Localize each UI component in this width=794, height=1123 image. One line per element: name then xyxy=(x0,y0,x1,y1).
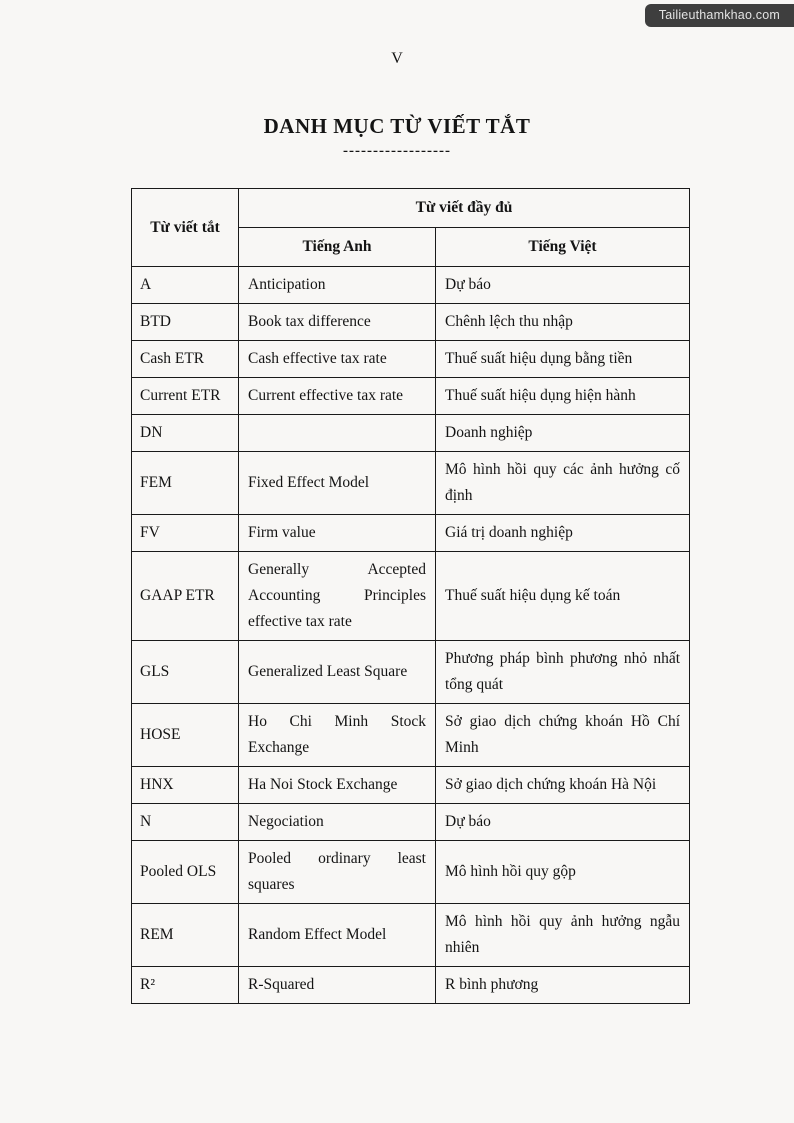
cell-abbr: R² xyxy=(132,967,239,1004)
cell-vi: Phương pháp bình phương nhỏ nhất tổng quát xyxy=(436,641,690,704)
cell-en: Random Effect Model xyxy=(239,904,436,967)
abbreviations-table xyxy=(131,188,690,1004)
cell-abbr: A xyxy=(132,267,239,304)
cell-vi: Doanh nghiệp xyxy=(436,415,690,452)
cell-abbr: Pooled OLS xyxy=(132,841,239,904)
cell-abbr: GAAP ETR xyxy=(132,552,239,641)
table-row xyxy=(132,452,690,515)
header-full-form: Từ viết đầy đủ xyxy=(239,189,690,228)
table-row xyxy=(132,804,690,841)
cell-vi: Chênh lệch thu nhập xyxy=(436,304,690,341)
cell-abbr: REM xyxy=(132,904,239,967)
cell-en: Ho Chi Minh Stock Exchange xyxy=(239,704,436,767)
page-title: DANH MỤC TỪ VIẾT TẮT xyxy=(263,114,531,138)
table-row xyxy=(132,641,690,704)
table-row xyxy=(132,967,690,1004)
cell-vi: Sở giao dịch chứng khoán Hồ Chí Minh xyxy=(436,704,690,767)
cell-en: Ha Noi Stock Exchange xyxy=(239,767,436,804)
cell-en: Generally Accepted Accounting Principles effective tax rate xyxy=(239,552,436,641)
header-vietnamese: Tiếng Việt xyxy=(436,228,690,267)
table-row xyxy=(132,515,690,552)
table-row xyxy=(132,267,690,304)
table-row xyxy=(132,378,690,415)
table-row xyxy=(132,415,690,452)
table-row xyxy=(132,704,690,767)
cell-vi: Dự báo xyxy=(436,804,690,841)
header-english: Tiếng Anh xyxy=(239,228,436,267)
cell-en: Pooled ordinary least squares xyxy=(239,841,436,904)
cell-vi: R bình phương xyxy=(436,967,690,1004)
cell-abbr: HOSE xyxy=(132,704,239,767)
cell-vi: Mô hình hồi quy các ảnh hưởng cố định xyxy=(436,452,690,515)
cell-abbr: DN xyxy=(132,415,239,452)
cell-en xyxy=(239,415,436,452)
cell-vi: Thuế suất hiệu dụng hiện hành xyxy=(436,378,690,415)
cell-abbr: BTD xyxy=(132,304,239,341)
cell-en: Book tax difference xyxy=(239,304,436,341)
cell-en: Current effective tax rate xyxy=(239,378,436,415)
cell-en: Cash effective tax rate xyxy=(239,341,436,378)
cell-en: R-Squared xyxy=(239,967,436,1004)
cell-vi: Sở giao dịch chứng khoán Hà Nội xyxy=(436,767,690,804)
cell-en: Firm value xyxy=(239,515,436,552)
cell-abbr: N xyxy=(132,804,239,841)
cell-abbr: Cash ETR xyxy=(132,341,239,378)
divider-dashes: ------------------ xyxy=(343,143,451,159)
table-row xyxy=(132,767,690,804)
abbr-table-body xyxy=(132,267,690,1004)
cell-en: Generalized Least Square xyxy=(239,641,436,704)
cell-abbr: Current ETR xyxy=(132,378,239,415)
table-row xyxy=(132,904,690,967)
cell-vi: Mô hình hồi quy gộp xyxy=(436,841,690,904)
cell-en: Anticipation xyxy=(239,267,436,304)
cell-abbr: GLS xyxy=(132,641,239,704)
cell-en: Fixed Effect Model xyxy=(239,452,436,515)
table-row xyxy=(132,841,690,904)
cell-vi: Mô hình hồi quy ảnh hưởng ngẫu nhiên xyxy=(436,904,690,967)
table-row xyxy=(132,341,690,378)
table-row xyxy=(132,304,690,341)
cell-abbr: FEM xyxy=(132,452,239,515)
cell-en: Negociation xyxy=(239,804,436,841)
cell-abbr: FV xyxy=(132,515,239,552)
cell-vi: Thuế suất hiệu dụng kế toán xyxy=(436,552,690,641)
cell-abbr: HNX xyxy=(132,767,239,804)
table-row xyxy=(132,552,690,641)
cell-vi: Dự báo xyxy=(436,267,690,304)
table-header xyxy=(132,189,690,267)
header-abbreviation: Từ viết tắt xyxy=(132,189,239,267)
cell-vi: Giá trị doanh nghiệp xyxy=(436,515,690,552)
page-number: V xyxy=(391,50,403,67)
header-row-1 xyxy=(132,189,690,228)
cell-vi: Thuế suất hiệu dụng bằng tiền xyxy=(436,341,690,378)
watermark-badge: Tailieuthamkhao.com xyxy=(645,4,794,27)
